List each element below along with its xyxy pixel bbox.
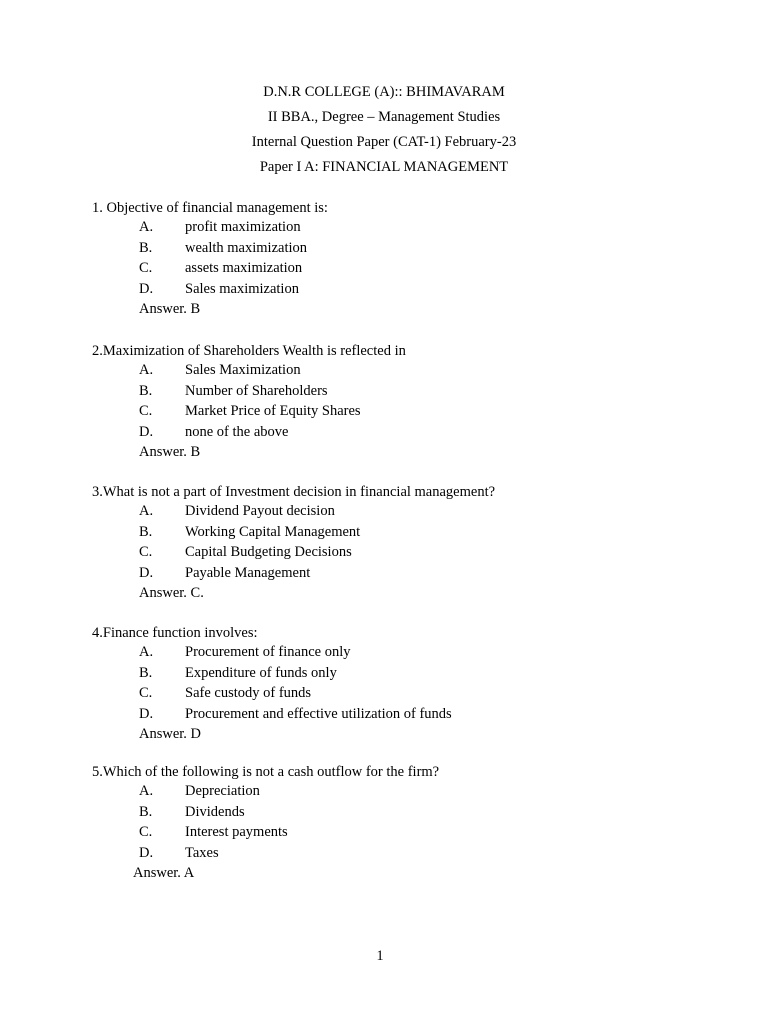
option-letter: D.: [139, 564, 154, 581]
option-c: [92, 822, 732, 843]
question-stem: 2.Maximization of Shareholders Wealth is reflected in: [92, 343, 406, 359]
course-title: II BBA., Degree – Management Studies: [267, 109, 501, 125]
option-text: profit maximization: [185, 219, 301, 235]
option-text: Payable Management: [185, 564, 311, 581]
option-letter: C.: [139, 260, 153, 276]
option-text: Number of Shareholders: [185, 382, 328, 399]
college-name: D.N.R COLLEGE (A):: BHIMAVARAM: [263, 84, 505, 100]
option-a: [92, 360, 732, 381]
option-d: [92, 422, 732, 443]
option-text: Expenditure of funds only: [185, 664, 337, 681]
answer-key: Answer. B: [139, 444, 201, 460]
option-text: Capital Budgeting Decisions: [185, 544, 352, 560]
option-letter: D.: [139, 423, 154, 440]
option-a: [92, 217, 732, 238]
option-text: Safe custody of funds: [185, 685, 312, 701]
option-letter: C.: [139, 403, 153, 419]
option-c: [92, 542, 732, 563]
option-letter: B.: [139, 382, 153, 399]
option-letter: D.: [139, 705, 154, 722]
option-text: Sales Maximization: [185, 362, 301, 378]
page-number: 1: [376, 948, 384, 964]
option-letter: A.: [139, 644, 154, 660]
option-letter: C.: [139, 824, 153, 840]
option-text: Dividends: [185, 803, 245, 820]
option-d: [92, 563, 732, 584]
option-b: [92, 802, 732, 823]
option-letter: C.: [139, 544, 153, 560]
answer-key: Answer. D: [139, 726, 202, 742]
question-stem: 5.Which of the following is not a cash outflow for the firm?: [92, 764, 440, 780]
option-text: Market Price of Equity Shares: [185, 403, 361, 419]
option-text: Procurement of finance only: [185, 644, 351, 660]
paper-title: Paper I A: FINANCIAL MANAGEMENT: [259, 159, 509, 175]
question-3: [92, 483, 732, 604]
option-text: Procurement and effective utilization of funds: [185, 705, 452, 722]
option-letter: A.: [139, 362, 154, 378]
option-letter: D.: [139, 280, 154, 297]
option-text: Sales maximization: [185, 280, 299, 297]
option-letter: D.: [139, 844, 154, 861]
question-2: [92, 342, 732, 463]
answer-key: Answer. B: [139, 301, 201, 317]
option-d: [92, 279, 732, 300]
option-text: Taxes: [185, 844, 219, 861]
option-text: Interest payments: [185, 824, 288, 840]
option-letter: B.: [139, 239, 153, 256]
option-letter: B.: [139, 664, 153, 681]
option-text: Working Capital Management: [185, 523, 361, 540]
option-a: [92, 781, 732, 802]
option-b: [92, 663, 732, 684]
option-b: [92, 381, 732, 402]
option-letter: B.: [139, 523, 153, 540]
option-text: assets maximization: [185, 260, 303, 276]
question-stem: 1. Objective of financial management is:: [92, 200, 328, 216]
option-c: [92, 401, 732, 422]
option-b: [92, 238, 732, 259]
option-d: [92, 843, 732, 864]
option-a: [92, 501, 732, 522]
option-d: [92, 704, 732, 725]
option-c: [92, 683, 732, 704]
option-b: [92, 522, 732, 543]
question-1: [92, 199, 732, 320]
question-5: [92, 763, 732, 884]
option-c: [92, 258, 732, 279]
document-header: [0, 80, 768, 180]
answer-key: Answer. C.: [139, 585, 204, 601]
option-a: [92, 642, 732, 663]
option-text: Dividend Payout decision: [185, 503, 335, 519]
option-text: none of the above: [185, 423, 289, 440]
exam-title: Internal Question Paper (CAT-1) February-23: [251, 134, 517, 150]
option-text: wealth maximization: [185, 239, 308, 256]
option-letter: C.: [139, 685, 153, 701]
option-letter: A.: [139, 219, 154, 235]
question-stem: 3.What is not a part of Investment decision in financial management?: [92, 484, 496, 500]
question-4: [92, 624, 732, 745]
answer-key: Answer. A: [133, 865, 195, 881]
option-letter: A.: [139, 503, 154, 519]
question-stem: 4.Finance function involves:: [92, 625, 258, 641]
option-letter: A.: [139, 783, 154, 799]
option-text: Depreciation: [185, 783, 260, 799]
option-letter: B.: [139, 803, 153, 820]
